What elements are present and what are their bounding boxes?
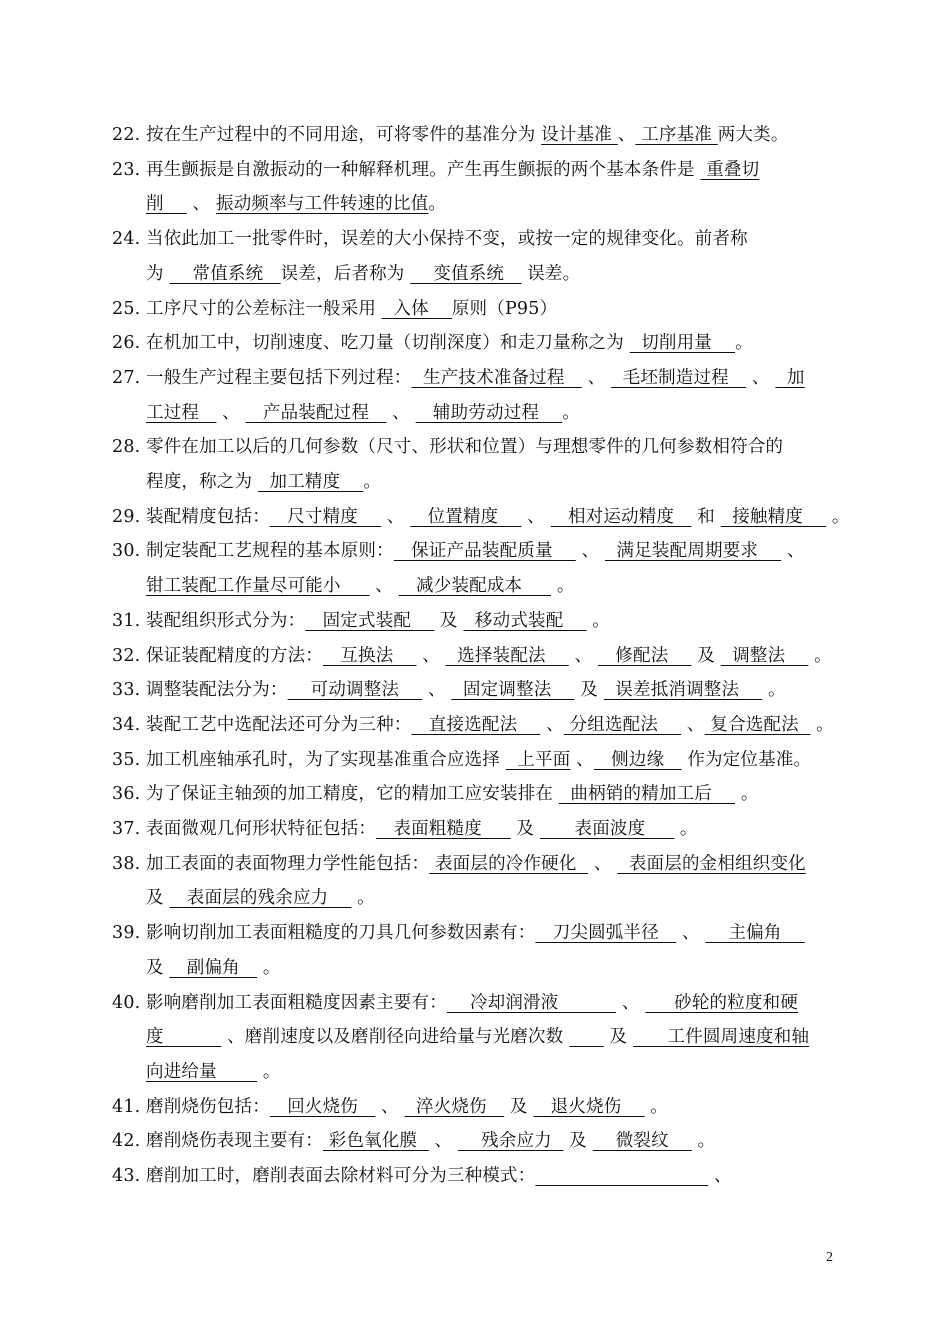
question-text: 、 (616, 992, 646, 1013)
question-text: 、 (575, 541, 605, 562)
question-text: 当依此加工一批零件时，误差的大小保持不变，或按一定的规律变化。前者称 (146, 229, 748, 250)
question-number: 26. (112, 333, 141, 354)
question-text: 原则（P95） (451, 298, 558, 319)
question-text: 加工表面的表面物理力学性能包括： (146, 853, 430, 874)
question-line-continuation (146, 883, 375, 913)
question-text: 。 (257, 1061, 281, 1082)
question-number: 27. (112, 367, 141, 388)
question-line (112, 1092, 668, 1122)
answer-blank: 表面层的冷作硬化 (429, 853, 589, 874)
question-line (112, 1161, 732, 1191)
question-text: 、 (570, 749, 594, 770)
question-text: 按在生产过程中的不同用途，可将零件的基准分为 (146, 125, 542, 145)
question-text: 。 (363, 472, 382, 492)
answer-blank: 加 (775, 367, 805, 388)
question-text: 、 (521, 506, 551, 527)
answer-blank: 刀尖圆弧半径 (535, 923, 677, 944)
question-line (112, 155, 759, 185)
question-number: 30. (112, 541, 141, 562)
question-text: 及 (146, 888, 170, 909)
question-number: 33. (112, 680, 141, 701)
question-text: 装配组织形式分为： (146, 610, 306, 631)
answer-blank: 削 (146, 194, 187, 215)
answer-blank: 直接选配法 (411, 714, 541, 735)
answer-blank: 毛坯制造过程 (611, 367, 747, 388)
question-text: 、 (781, 541, 805, 562)
answer-blank: 砂轮的粒度和硬 (645, 992, 799, 1013)
question-text: 及 (510, 819, 540, 839)
question-text: 。 (674, 819, 698, 839)
answer-blank: 回火烧伤 (269, 1096, 376, 1117)
question-text: 、 (386, 402, 416, 423)
answer-blank: 主偏角 (705, 923, 805, 944)
question-number: 24. (112, 229, 141, 250)
question-line-continuation (146, 189, 446, 219)
question-line (112, 675, 786, 705)
question-line (112, 363, 805, 393)
question-number: 28. (112, 437, 141, 458)
answer-blank: 位置精度 (410, 506, 522, 527)
question-line (112, 294, 557, 324)
question-text: 及 (691, 645, 721, 666)
question-text: 、 (540, 714, 564, 735)
question-text: 调整装配法分为： (146, 680, 288, 701)
question-text: 磨削烧伤表现主要有： (146, 1131, 323, 1152)
question-text: 加工机座轴承孔时，为了实现基准重合应选择 (146, 749, 506, 770)
question-text: 表面微观几何形状特征包括： (146, 819, 377, 839)
question-number: 29. (112, 506, 141, 527)
question-line (112, 606, 610, 636)
answer-blank: 侧边缘 (593, 749, 682, 770)
question-line (112, 918, 805, 948)
question-number: 31. (112, 610, 141, 631)
answer-blank: 选择装配法 (445, 645, 569, 666)
question-line (112, 328, 753, 358)
answer-blank: 生产技术准备过程 (411, 367, 582, 388)
question-text: 为 (146, 263, 170, 284)
question-line (112, 779, 759, 809)
question-line (112, 641, 832, 671)
question-text: 。 (826, 506, 850, 527)
question-number: 35. (112, 749, 141, 770)
question-text: 。 (691, 1131, 716, 1152)
question-text: 、 (588, 853, 618, 874)
answer-blank: 相对运动精度 (550, 506, 692, 527)
answer-blank: 固定式装配 (305, 610, 435, 631)
question-text: 、 (416, 645, 446, 666)
question-number: 37. (112, 819, 141, 839)
question-number: 22. (112, 125, 141, 145)
answer-blank: 退火烧伤 (533, 1096, 645, 1117)
question-text: 。 (808, 645, 832, 666)
question-text: 、 (708, 1166, 732, 1186)
question-text: 及 (146, 957, 170, 978)
answer-blank: 工过程 (146, 402, 217, 423)
question-text: 误差。 (521, 263, 581, 284)
answer-blank: 固定调整法 (451, 680, 575, 701)
question-number: 25. (112, 298, 141, 319)
answer-blank: 入体 (381, 298, 452, 319)
answer-blank: 尺寸精度 (269, 506, 382, 527)
answer-blank: 工序基准 (635, 125, 718, 145)
question-text: 误差，后者称为 (280, 263, 411, 284)
question-text: 、 (422, 680, 452, 701)
question-line-continuation (146, 467, 381, 497)
question-number: 38. (112, 853, 141, 874)
answer-blank: 切削用量 (629, 333, 736, 354)
answer-blank: 曲柄销的精加工后 (558, 784, 736, 805)
question-number: 40. (112, 992, 141, 1013)
question-number: 32. (112, 645, 141, 666)
question-line (112, 849, 806, 879)
answer-blank: 接触精度 (720, 506, 827, 527)
answer-blank: 加工精度 (257, 472, 364, 492)
answer-blank: 互换法 (323, 645, 417, 666)
question-text: 工序尺寸的公差标注一般采用 (146, 298, 382, 319)
question-text: 、 (428, 1131, 459, 1152)
answer-blank: 变值系统 (410, 263, 522, 284)
question-text: 、 (617, 125, 636, 145)
answer-blank: 产品装配过程 (245, 402, 387, 423)
question-line-continuation (146, 398, 580, 428)
answer-blank: 误差抵消调整法 (603, 680, 763, 701)
question-text: 及 (603, 1027, 633, 1048)
question-text: 、 (186, 194, 216, 215)
answer-blank: 分组选配法 (563, 714, 682, 735)
answer-blank: 工件圆周速度和轴 (632, 1027, 810, 1048)
question-line (112, 814, 698, 844)
answer-blank: 度 (146, 1027, 222, 1048)
question-text: 。 (644, 1096, 668, 1117)
answer-blank: 复合选配法 (704, 714, 811, 735)
question-text: 。 (257, 957, 281, 978)
question-text: 、 (568, 645, 598, 666)
answer-blank: 保证产品装配质量 (393, 541, 576, 562)
question-text: 。 (735, 333, 753, 354)
question-line-continuation (146, 1057, 281, 1087)
question-text: 及 (434, 610, 464, 631)
question-text: 程度，称之为 (146, 472, 258, 492)
question-text: 装配工艺中选配法还可分为三种： (146, 714, 412, 735)
question-text: 。 (810, 714, 834, 735)
question-text: 、 (746, 367, 776, 388)
question-line (112, 710, 834, 740)
question-line (112, 224, 748, 254)
question-line (112, 1126, 715, 1156)
question-text: 零件在加工以后的几何参数（尺寸、形状和位置）与理想零件的几何参数相符合的 (146, 437, 784, 458)
answer-blank: 满足装配周期要求 (605, 541, 782, 562)
question-text: 再生颤振是自激振动的一种解释机理。产生再生颤振的两个基本条件是 (146, 159, 701, 180)
question-number: 36. (112, 784, 141, 805)
question-text: 、 (581, 367, 612, 388)
question-number: 34. (112, 714, 141, 735)
question-text: 、 (676, 923, 706, 944)
answer-blank: 残余应力 (458, 1131, 564, 1152)
question-text: 为了保证主轴颈的加工精度，它的精加工应安装排在 (146, 784, 559, 805)
answer-blank: 重叠切 (700, 159, 760, 180)
question-text: 制定装配工艺规程的基本原则： (146, 541, 394, 562)
answer-blank: 辅助劳动过程 (415, 402, 563, 423)
question-text: 两大类。 (717, 125, 789, 145)
question-text: 、 (375, 1096, 405, 1117)
question-line-continuation (146, 953, 281, 983)
question-line (112, 120, 789, 150)
answer-blank: 向进给量 (146, 1061, 258, 1082)
question-text: 磨削烧伤包括： (146, 1096, 270, 1117)
answer-blank: 钳工装配工作量尽可能小 (146, 576, 370, 597)
answer-blank: 减少装配成本 (398, 576, 552, 597)
answer-blank (569, 1027, 604, 1047)
answer-blank: 设计基准 (541, 125, 618, 145)
answer-blank: 调整法 (720, 645, 809, 666)
question-text: 。 (351, 888, 375, 909)
answer-blank: 冷却润滑液 (446, 992, 617, 1013)
question-line (112, 536, 805, 566)
question-text: 影响磨削加工表面粗糙度因素主要有： (146, 992, 447, 1013)
question-text: 、 (369, 576, 399, 597)
answer-blank: 可动调整法 (287, 680, 423, 701)
answer-blank: 表面粗糙度 (376, 819, 511, 839)
question-number: 23. (112, 159, 141, 180)
question-number: 43. (112, 1166, 141, 1186)
question-line (112, 502, 850, 532)
answer-blank (535, 1166, 708, 1186)
question-line (112, 988, 798, 1018)
answer-blank: 振动频率与工件转速的比值 (216, 194, 429, 215)
question-text: 影响切削加工表面粗糙度的刀具几何参数因素有： (146, 923, 536, 944)
question-line-continuation (146, 259, 580, 289)
question-text: 保证装配精度的方法： (146, 645, 323, 666)
question-text: 。 (428, 194, 447, 215)
answer-blank: 副偏角 (169, 957, 258, 978)
answer-blank: 淬火烧伤 (404, 1096, 505, 1117)
question-text: 。 (586, 610, 610, 631)
answer-blank: 上平面 (505, 749, 571, 770)
answer-blank: 表面层的金相组织变化 (617, 853, 806, 874)
question-number: 41. (112, 1096, 141, 1117)
question-number: 42. (112, 1131, 141, 1152)
question-text: 、 (216, 402, 246, 423)
question-text: 。 (735, 784, 759, 805)
question-text: 在机加工中，切削速度、吃刀量（切削深度）和走刀量称之为 (146, 333, 630, 354)
answer-blank: 表面层的残余应力 (169, 888, 352, 909)
question-line (112, 745, 811, 775)
question-text: 磨削加工时，磨削表面去除材料可分为三种模式： (146, 1166, 536, 1186)
question-text: 、磨削速度以及磨削径向进给量与光磨次数 (221, 1027, 570, 1048)
question-line (112, 432, 783, 462)
question-text: 及 (574, 680, 604, 701)
question-text: 、 (381, 506, 411, 527)
question-line-continuation (146, 571, 575, 601)
question-text: 一般生产过程主要包括下列过程： (146, 367, 412, 388)
question-text: 。 (551, 576, 575, 597)
question-text: 及 (504, 1096, 534, 1117)
question-text: 。 (562, 402, 580, 423)
question-line-continuation (146, 1022, 809, 1052)
page-number: 2 (826, 1250, 833, 1265)
question-number: 39. (112, 923, 141, 944)
question-text: 、 (681, 714, 705, 735)
question-text: 和 (691, 506, 721, 527)
question-text: 装配精度包括： (146, 506, 270, 527)
question-text: 作为定位基准。 (681, 749, 812, 770)
answer-blank: 彩色氧化膜 (323, 1131, 429, 1152)
answer-blank: 修配法 (598, 645, 692, 666)
answer-blank: 常值系统 (169, 263, 281, 284)
question-text: 及 (563, 1131, 593, 1152)
answer-blank: 微裂纹 (592, 1131, 692, 1152)
question-text: 。 (762, 680, 786, 701)
answer-blank: 移动式装配 (463, 610, 587, 631)
answer-blank: 表面波度 (539, 819, 675, 839)
